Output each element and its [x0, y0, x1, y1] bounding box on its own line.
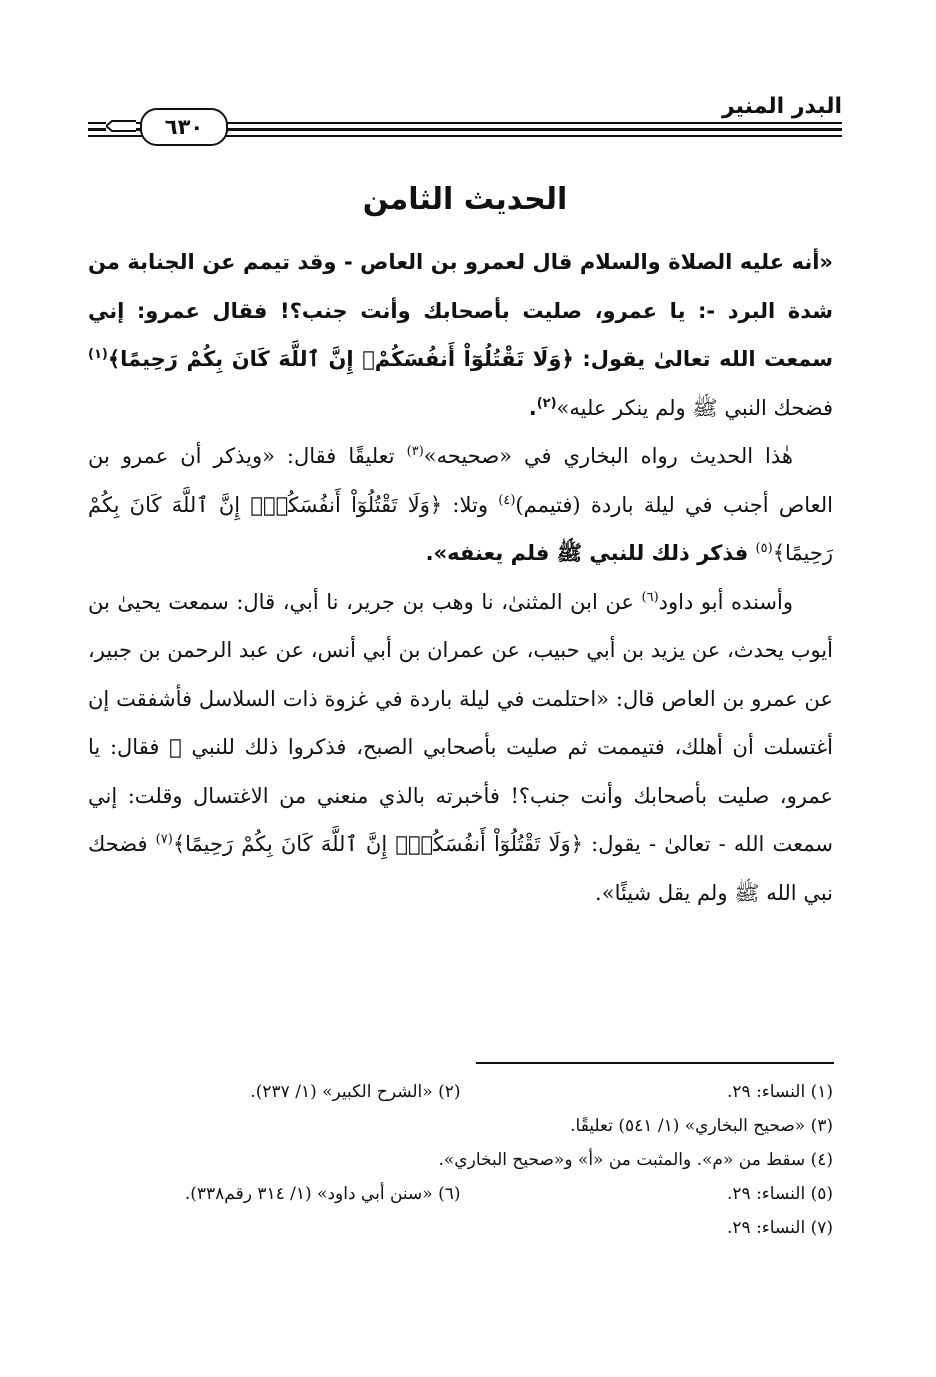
footnote-divider [476, 1062, 834, 1064]
hadith-text: «أنه عليه الصلاة والسلام قال لعمرو بن العاص - وقد تيمم عن الجنابة من شدة البرد -: يا عمرو، صليت بأصحابك وأنت جنب؟! فقال عمرو: إني سمعت الله تعالىٰ يقول: ﴿وَلَا تَقْتُلُوٓاْ أَنفُسَكُمْۚ إِنَّ ٱللَّهَ كَانَ بِكُمْ رَحِيمًا﴾ [88, 250, 833, 371]
footnote: (٣) «صحيح البخاري» (١/ ٥٤١) تعليقًا. [570, 1116, 833, 1136]
footnote-ref: (٣) [406, 444, 424, 459]
paragraph-end: . [528, 395, 537, 420]
footnote-ref: (٦) [641, 589, 659, 605]
footnote-ref: (٧) [155, 832, 173, 847]
paragraph-text: هٰذا الحديث رواه البخاري في «صحيحه» [423, 444, 793, 468]
footnote-ref: (٤) [498, 492, 516, 508]
footnote-row [88, 1211, 833, 1245]
footnote: (٥) النساء: ٢٩. [727, 1184, 833, 1204]
footnote: (٤) سقط من «م». والمثبت من «أ» و«صحيح البخاري». [438, 1150, 833, 1170]
footnote: (١) النساء: ٢٩. [727, 1082, 833, 1102]
footnote: (٢) «الشرح الكبير» (١/ ٢٣٧). [250, 1082, 461, 1102]
body-text [88, 238, 833, 917]
section-title: الحديث الثامن [362, 182, 568, 217]
footnotes [88, 1075, 833, 1245]
footnote-ref: (٥) [755, 541, 773, 556]
page-number: ٦٣٠ [140, 108, 228, 146]
footnote: (٧) النساء: ٢٩. [727, 1218, 833, 1238]
paragraph-text: فضحك نبي الله ﷺ ولم يقل شيئًا». [88, 832, 833, 905]
paragraph-text: فذكر ذلك للنبي ﷺ فلم يعنفه». [425, 541, 756, 565]
footnote-ref: (١) [88, 347, 108, 362]
footnote-ref: (٢) [536, 395, 557, 411]
paragraph-text: وتلا: ﴿وَلَا تَقْتُلُوٓاْ أَنفُسَكُمْۚ إِنَّ ٱللَّهَ كَانَ بِكُمْ رَحِيمًا﴾ [88, 492, 833, 565]
footnote-row [88, 1075, 833, 1109]
page-header [88, 88, 842, 148]
hadith-text: فضحك النبي ﷺ ولم ينكر عليه» [556, 395, 833, 420]
paragraph-text: وأسنده أبو داود [658, 589, 793, 614]
paragraph-text: عن ابن المثنىٰ، نا وهب بن جرير، نا أبي، قال: سمعت يحيىٰ بن أيوب يحدث، عن يزيد بن أبي حبيب، عن عمران بن أبي أنس، عن عبد الرحمن بن جبير، عن عمرو بن العاص قال: «احتلمت في ليلة باردة في غزوة ذات السلاسل فأشفقت إن أغتسلت أن أهلك، فتيممت ثم صليت بأصحابي الصبح، فذكروا ذلك للنبي ﷺ فقال: يا عمرو، صليت بأصحابك وأنت جنب؟! فأخبرته بالذي منعني من الاغتسال وقلت: إني سمعت الله - تعالىٰ - يقول: ﴿وَلَا تَقْتُلُوٓاْ أَنفُسَكُمْۚ إِنَّ ٱللَّهَ كَانَ بِكُمْ رَحِيمًا﴾ [88, 589, 833, 856]
paragraph [88, 432, 833, 578]
paragraph [88, 578, 833, 918]
footnote-row [88, 1177, 833, 1211]
paragraph [88, 238, 833, 432]
footnote: (٦) «سنن أبي داود» (١/ ٣١٤ رقم٣٣٨). [184, 1184, 461, 1204]
footnote-row [88, 1143, 833, 1177]
footnote-row [88, 1109, 833, 1143]
page-number-ornament [106, 118, 136, 134]
book-title: البدر المنير [714, 94, 842, 119]
arrow-ornament-icon [106, 118, 136, 134]
paragraph-text: تعليقًا فقال: «ويذكر أن عمرو بن العاص أجنب في ليلة باردة (فتيمم) [88, 444, 833, 517]
